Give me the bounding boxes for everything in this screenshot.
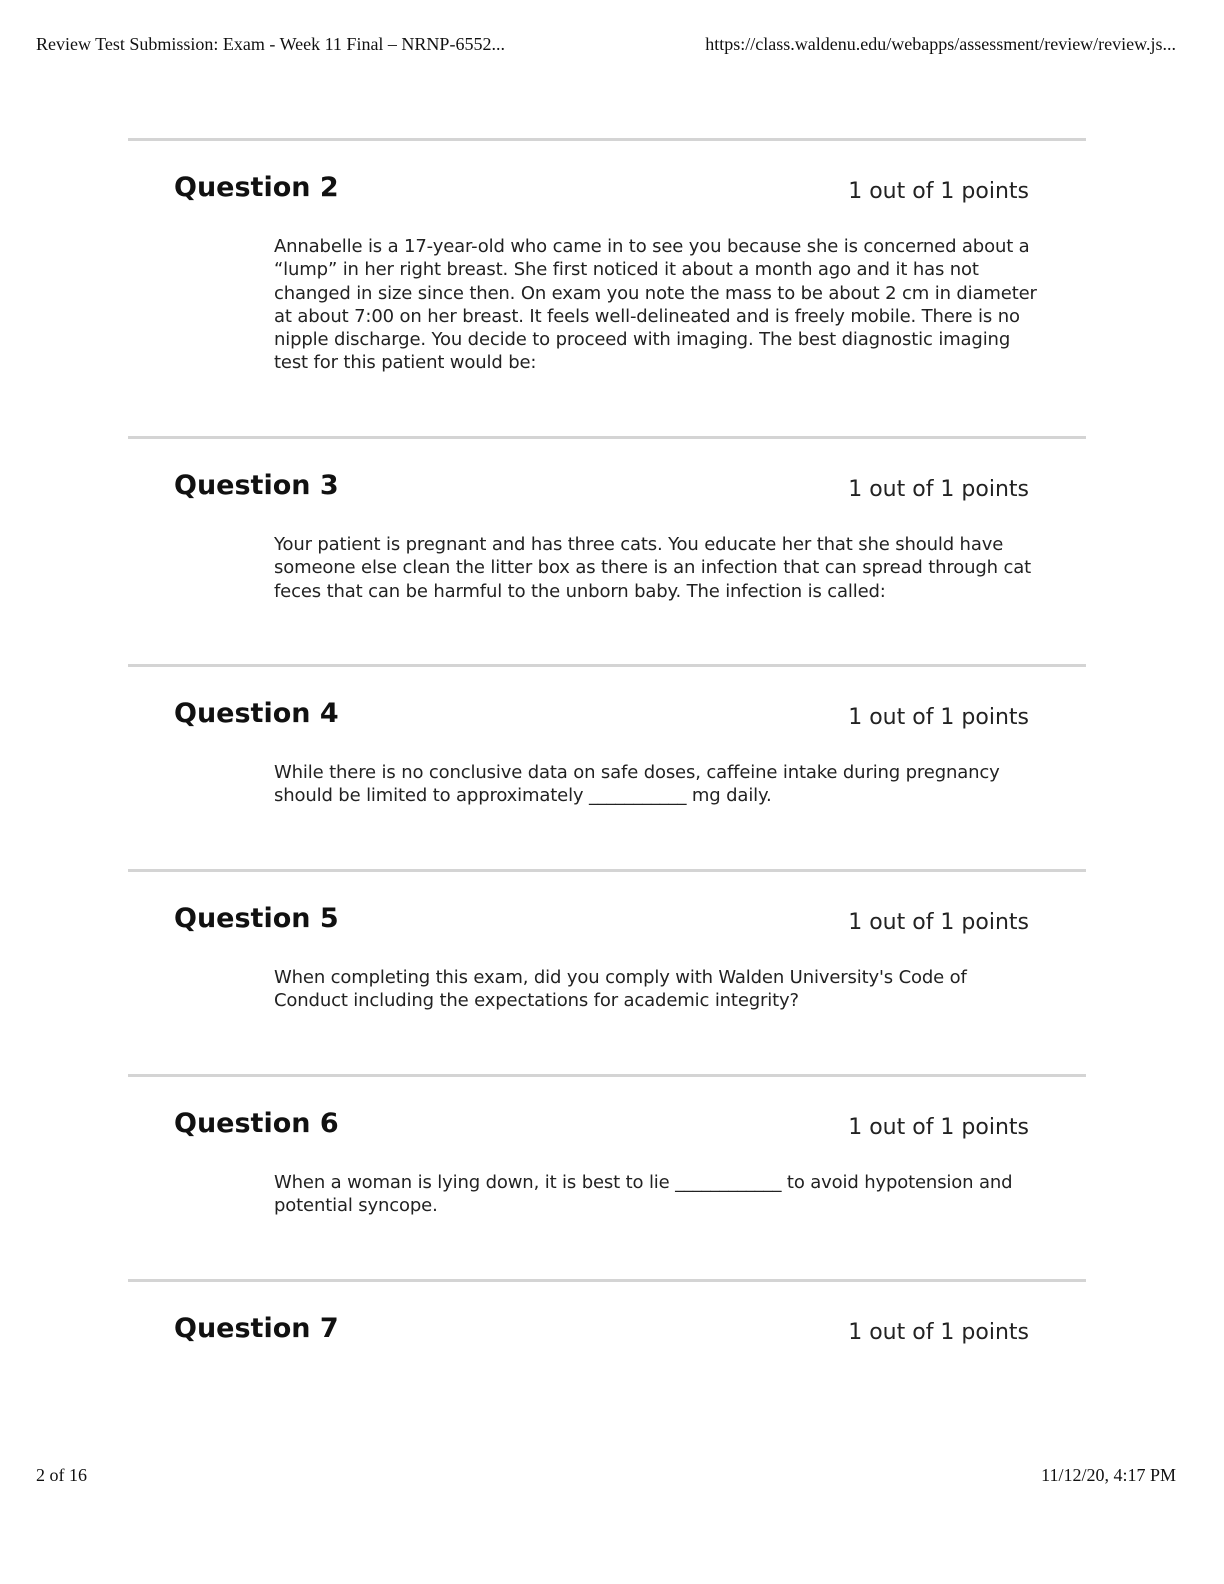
question-text: Your patient is pregnant and has three cats. You educate her that she should have someone else clean the litter box as there is an infection that can spread through cat feces that can be harmful to the unborn baby. The infection is called: bbox=[274, 534, 1032, 602]
print-header-title: Review Test Submission: Exam - Week 11 Final – NRNP-6552... bbox=[36, 34, 505, 54]
question-header bbox=[128, 141, 1086, 209]
question-points: 1 out of 1 points bbox=[848, 477, 1029, 502]
print-footer bbox=[36, 1465, 1176, 1486]
question-header bbox=[128, 1077, 1086, 1145]
question-points: 1 out of 1 points bbox=[848, 1320, 1029, 1345]
questions-list bbox=[128, 138, 1086, 1382]
print-header bbox=[36, 34, 1176, 55]
question-4 bbox=[128, 664, 1086, 869]
question-text: When a woman is lying down, it is best to lie ____________ to avoid hypotension and potential syncope. bbox=[274, 1172, 1013, 1217]
question-points: 1 out of 1 points bbox=[848, 910, 1029, 935]
question-text: Annabelle is a 17-year-old who came in to see you because she is concerned about a “lump” in her right breast. She first noticed it about a month ago and it has not changed in size since then. On exam you note the mass to be about 2 cm in diameter at about 7:00 on her breast. It feels well-delineated and is freely mobile. There is no nipple discharge. You decide to proceed with imaging. The best diagnostic imaging test for this patient would be: bbox=[274, 236, 1037, 374]
question-title: Question 4 bbox=[174, 698, 339, 729]
question-title: Question 5 bbox=[174, 903, 339, 934]
question-points: 1 out of 1 points bbox=[848, 179, 1029, 204]
question-points: 1 out of 1 points bbox=[848, 1115, 1029, 1140]
question-text: While there is no conclusive data on safe doses, caffeine intake during pregnancy should be limited to approximately ___________ mg daily. bbox=[274, 762, 1000, 807]
question-6 bbox=[128, 1074, 1086, 1279]
question-3 bbox=[128, 436, 1086, 664]
page-number: 2 of 16 bbox=[36, 1465, 87, 1485]
question-title: Question 2 bbox=[174, 172, 339, 203]
question-header bbox=[128, 439, 1086, 507]
question-7 bbox=[128, 1279, 1086, 1382]
question-2 bbox=[128, 138, 1086, 436]
question-points: 1 out of 1 points bbox=[848, 705, 1029, 730]
question-text: When completing this exam, did you comply with Walden University's Code of Conduct including the expectations for academic integrity? bbox=[274, 967, 967, 1012]
question-title: Question 6 bbox=[174, 1108, 339, 1139]
question-5 bbox=[128, 869, 1086, 1074]
question-title: Question 7 bbox=[174, 1313, 339, 1344]
question-header bbox=[128, 872, 1086, 940]
question-header bbox=[128, 1282, 1086, 1350]
print-datetime: 11/12/20, 4:17 PM bbox=[1041, 1465, 1176, 1485]
question-title: Question 3 bbox=[174, 470, 339, 501]
question-header bbox=[128, 667, 1086, 735]
print-header-url: https://class.waldenu.edu/webapps/assessment/review/review.js... bbox=[705, 34, 1176, 54]
